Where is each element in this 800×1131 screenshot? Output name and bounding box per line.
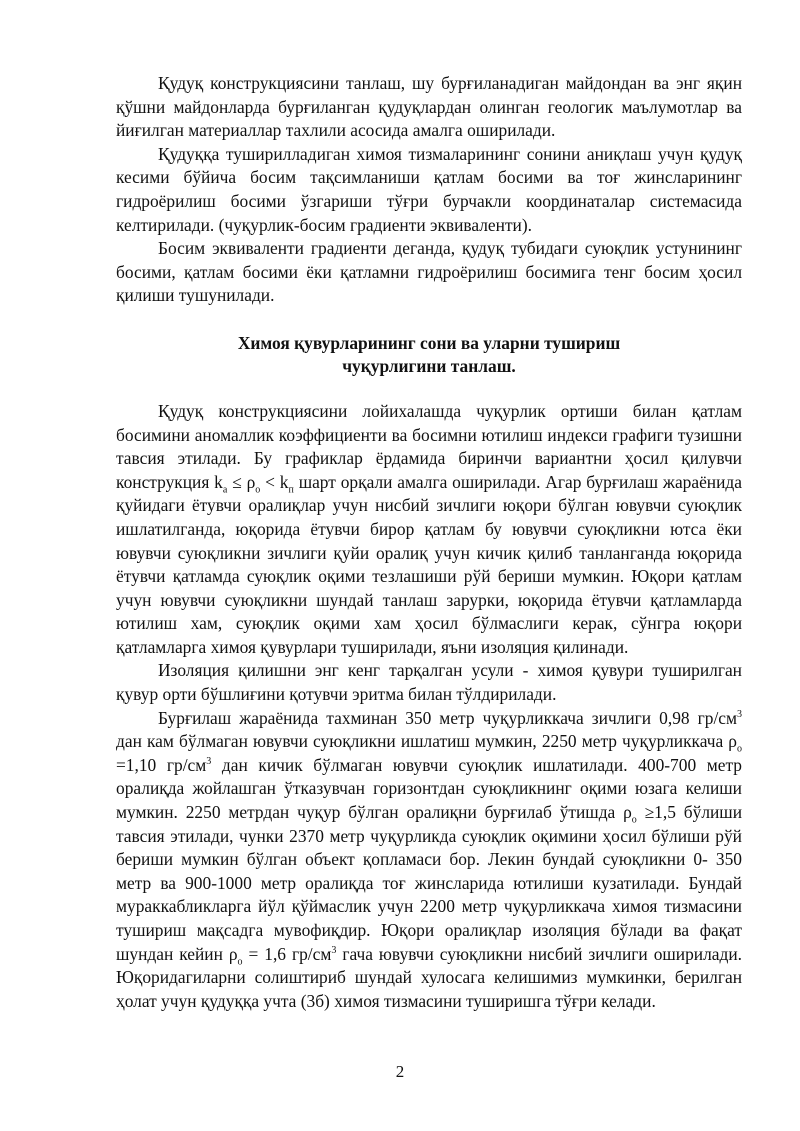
superscript: 3 — [737, 708, 742, 720]
text-segment: шарт орқали амалга оширилади. Агар бурғилаш жараёнида қуйидаги ётувчи оралиқлар учун нисбий зичлиги юқори бўлган ювувчи суюқлик ишлатилганда, юқорида ётувчи бирор қатлам бу ювувчи суюқликни ютса ёки ювувчи суюқликни зичлиги қуйи оралиқ учун кичик қилиб танланганда юқорида ётувчи қатламда суюқлик оқими тезлашиши рўй бериши мумкин. Юқори қатлам учун ювувчи суюқликни шундай танлаш зарурки, юқорида ётувчи қатламларда ютилиш хам, суюқлик оқими хам ҳосил бўлмаслиги керак, сўнгра юқори қатламларга химоя қувурлари туширилади, яъни изоляция қилинади. — [116, 471, 742, 657]
text-segment: дан кам бўлмаган ювувчи суюқликни ишлатиш мумкин, 2250 метр чуқурликкача ρ — [116, 731, 737, 752]
subscript: а — [222, 484, 228, 496]
heading-line-2: чуқурлигини танлаш. — [342, 355, 516, 376]
text-segment: дан кичик бўлмаган ювувчи суюқлик ишлатилади. 400-700 метр оралиқда жойлашган ўтказувчан горизонтдан суюқликнинг оқими юзага келиши мумкин. 2250 метрдан чуқур бўлган оралиқни бурғилаб ўтишда ρ — [116, 754, 742, 823]
subscript: о — [631, 814, 637, 826]
text-segment: Бурғилаш жараёнида тахминан 350 метр чуқурликкача зичлиги 0,98 гр/см — [158, 707, 737, 728]
page-number: 2 — [395, 1062, 405, 1081]
text-segment: гача ювувчи суюқликни нисбий зичлиги оширилади. Юқоридагиларни солиштириб шундай хулосага келишимиз мумкинки, берилган ҳолат учун қудуққа учта (3б) химоя тизмасини туширишга тўғри келади. — [116, 943, 742, 1011]
superscript: 3 — [206, 756, 212, 768]
section-heading — [116, 332, 742, 378]
paragraph-drilling-fluid — [116, 707, 742, 1014]
superscript: 3 — [331, 944, 337, 956]
paragraph-design-conditions — [116, 400, 742, 660]
subscript: о — [255, 484, 261, 496]
paragraph-pressure-gradient: Босим эквиваленти градиенти деганда, қудуқ тубидаги суюқлик устунининг босими, қатлам босими ёки қатламни гидроёрилиш босимига тенг босим ҳосил қилиши тушунилади. — [116, 238, 742, 306]
text-segment: =1,10 гр/см — [116, 754, 207, 775]
text-segment: ≥1,5 бўлиши тавсия этилади, чунки 2370 метр чуқурликда суюқлик оқимини ҳосил бўлиши рўй бериши мумкин бўлган объект қопламаси бор. Лекин бундай суюқликни 0- 350 метр ва 900-1000 метр оралиқда тоғ жинсларида ютилиши кузатилади. Бундай мураккабликларга йўл қўймаслик учун 2200 метр чуқурликкача химоя тизмасини тушириш мақсадга мувофиқдир. Юқори оралиқлар изоляция бўлади ва фақат шундан кейин ρ — [116, 802, 742, 964]
subscript: о — [237, 956, 243, 968]
text-segment: Қудуқ конструкциясини лойихалашда чуқурлик ортиши билан қатлам босимини аномаллик коэффициенти ва босимни ютилиш индекси графиги тузишни тавсия этилади. Бу графиклар ёрдамида биринчи вариантни ҳосил қилувчи конструкция k — [116, 400, 742, 492]
heading-line-1: Химоя қувурларининг сони ва уларни тушириш — [237, 332, 621, 353]
paragraph-casing-count: Қудуққа туширилладиган химоя тизмаларининг сонини аниқлаш учун қудуқ кесими бўйича босим тақсимланиши қатлам босими ва тоғ жинсларининг гидроёрилиш босими ўзгариши тўғри бурчакли координаталар системасида келтирилади. (чуқурлик-босим градиенти эквиваленти). — [116, 143, 742, 235]
subscript: п — [288, 484, 294, 496]
text-segment: < k — [260, 471, 289, 492]
document-body — [116, 72, 742, 1013]
text-segment: ≤ ρ — [227, 471, 256, 492]
paragraph-construction-choice: Қудуқ конструкциясини танлаш, шу бурғиланадиган майдондан ва энг яқин қўшни майдонларда бурғиланган қудуқлардан олинган геологик маълумотлар ва йиғилган материаллар тахлили асосида амалга оширилади. — [116, 73, 742, 141]
text-segment: = 1,6 гр/см — [242, 943, 332, 964]
paragraph-isolation-method: Изоляция қилишни энг кенг тарқалган усули - химоя қувури туширилган қувур орти бўшлиғини қотувчи эритма билан тўлдирилади. — [116, 660, 742, 705]
subscript: о — [737, 743, 742, 755]
